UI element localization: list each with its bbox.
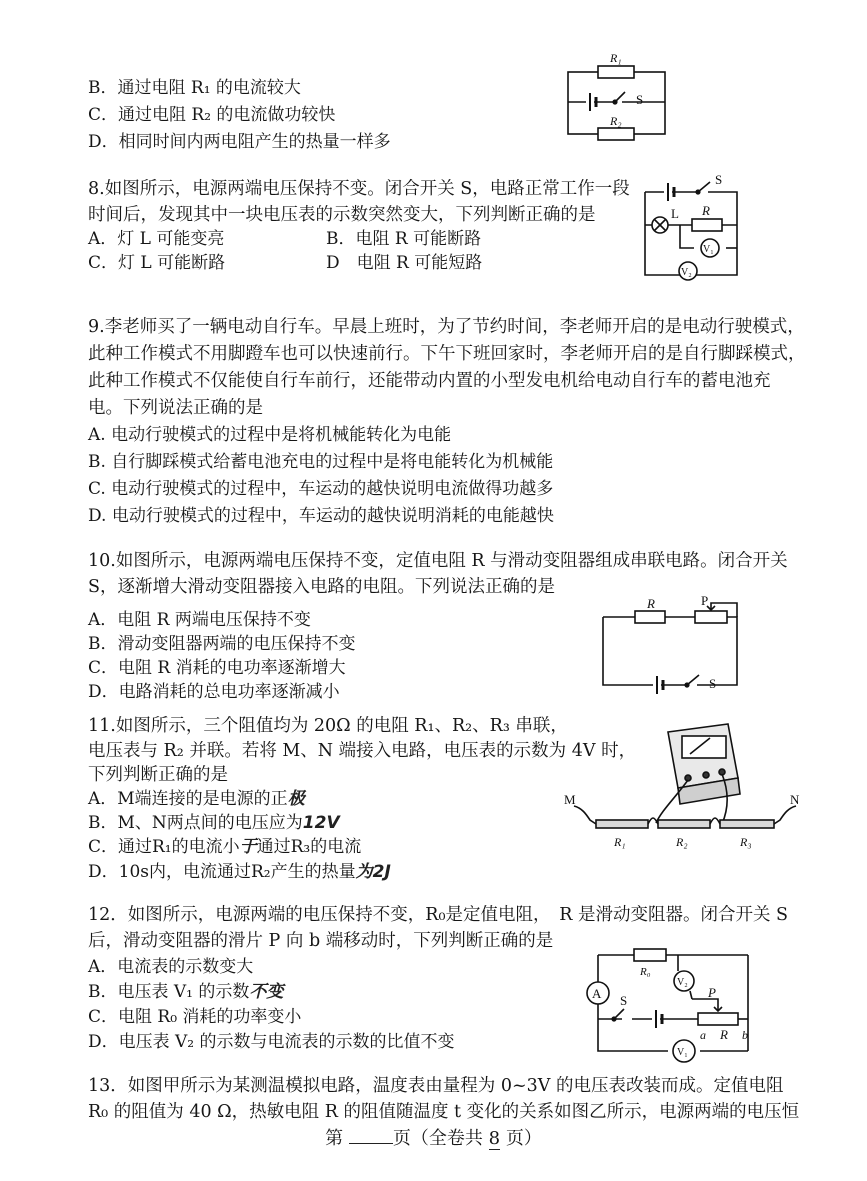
q10-circuit-diagram <box>595 595 745 695</box>
page-footer: 第 页（全卷共 8 页） <box>325 1128 542 1149</box>
q11-option-c: C．通过R₁的电流小于通过R₃的电流 <box>88 837 362 857</box>
q12-end-a-label: a <box>700 1028 706 1042</box>
q12-switch-label: S <box>620 993 628 1008</box>
q10-switch-label: S <box>709 676 717 691</box>
q12-r-label: R <box>720 1027 728 1042</box>
q11-r3-label: R₃ <box>740 835 752 849</box>
q12-option-d: D．电压表 V₂ 的示数与电流表的示数的比值不变 <box>88 1032 455 1052</box>
q11-option-c-handwriting: 于 <box>239 837 257 857</box>
q9-option-d: D. 电动行驶模式的过程中，车运动的越快说明消耗的电能越快 <box>88 506 554 526</box>
q7-r1-label: R₁ <box>610 51 622 65</box>
q12-stem-line2: 后，滑动变阻器的滑片 P 向 b 端移动时，下列判断正确的是 <box>88 931 554 951</box>
q11-n-label: N <box>790 792 800 807</box>
q10-option-d: D．电路消耗的总电功率逐渐减小 <box>88 682 340 702</box>
q12-r0-label: R₀ <box>640 966 651 978</box>
q11-stem-line1: 11.如图所示，三个阻值均为 20Ω 的电阻 R₁、R₂、R₃ 串联， <box>88 716 568 736</box>
q10-p-label: P <box>701 593 709 608</box>
q12-option-b: B．电压表 V₁ 的示数不变 <box>88 982 284 1002</box>
q9-option-c: C. 电动行驶模式的过程中，车运动的越快说明电流做得功越多 <box>88 479 554 499</box>
q8-option-c: C．灯 L 可能断路 <box>88 253 226 273</box>
q7-option-d: D．相同时间内两电阻产生的热量一样多 <box>88 132 391 152</box>
q12-ammeter-label: A <box>592 986 602 1001</box>
q10-option-a: A．电阻 R 两端电压保持不变 <box>88 610 311 630</box>
q10-stem-line1: 10.如图所示，电源两端电压保持不变，定值电阻 R 与滑动变阻器组成串联电路。闭合开关 <box>88 551 788 571</box>
q11-m-label: M <box>564 792 576 807</box>
q12-option-a: A．电流表的示数变大 <box>88 957 254 977</box>
q12-circuit-diagram <box>580 943 760 1068</box>
q12-end-b-label: b <box>742 1028 748 1042</box>
q10-r-label: R <box>647 596 655 611</box>
q11-stem-line2: 电压表与 R₂ 并联。若将 M、N 端接入电路，电压表的示数为 4V 时， <box>88 741 637 761</box>
q8-lamp-label: L <box>671 206 679 221</box>
q8-stem-line1: 8.如图所示，电源两端电压保持不变。闭合开关 S，电路正常工作一段 <box>88 179 630 199</box>
q7-option-b: B．通过电阻 R₁ 的电流较大 <box>88 78 301 98</box>
q9-stem-line4: 电。下列说法正确的是 <box>88 398 263 418</box>
q13-stem-line2: R₀ 的阻值为 40 Ω，热敏电阻 R 的阻值随温度 t 变化的关系如图乙所示，电源两端的电压恒 <box>88 1102 800 1122</box>
q9-option-b: B. 自行脚踩模式给蓄电池充电的过程中是将电能转化为机械能 <box>88 452 554 472</box>
q13-stem-line1: 13．如图甲所示为某测温模拟电路，温度表由量程为 0~3V 的电压表改装而成。定值电阻 <box>88 1076 784 1096</box>
q10-option-c: C．电阻 R 消耗的电功率逐渐增大 <box>88 658 346 678</box>
q12-slider-p-label: P <box>708 985 716 1000</box>
q8-option-a: A．灯 L 可能变亮 <box>88 229 225 249</box>
q12-v1-label: V₁ <box>677 1047 688 1058</box>
q11-stem-line3: 下列判断正确的是 <box>88 765 228 785</box>
q11-option-d: D．10s内，电流通过R₂产生的热量为2J <box>88 862 391 882</box>
q8-switch-label: S <box>715 172 723 187</box>
q11-option-b: B．M、N两点间的电压应为12V <box>88 813 340 833</box>
q8-circuit-diagram <box>640 170 750 285</box>
q9-option-a: A. 电动行驶模式的过程中是将机械能转化为电能 <box>88 425 452 445</box>
q9-stem-line2: 此种工作模式不用脚蹬车也可以快速前行。下午下班回家时，李老师开启的是自行脚踩模式， <box>88 344 806 364</box>
q11-circuit-diagram <box>560 718 810 858</box>
q7-circuit-diagram <box>560 50 675 145</box>
q11-r2-label: R₂ <box>676 835 688 849</box>
q7-r2-label: R₂ <box>610 114 622 128</box>
page-number-blank <box>349 1143 393 1144</box>
q7-switch-label: S <box>636 92 644 107</box>
q8-resistor-label: R <box>702 203 710 218</box>
q9-stem-line1: 9.李老师买了一辆电动自行车。早晨上班时，为了节约时间，李老师开启的是电动行驶模式， <box>88 317 805 337</box>
q12-v2-label: V₂ <box>677 977 688 988</box>
q10-stem-line2: S，逐渐增大滑动变阻器接入电路的电阻。下列说法正确的是 <box>88 577 555 597</box>
q12-option-c: C．电阻 R₀ 消耗的功率变小 <box>88 1007 302 1027</box>
q11-option-a: A．M端连接的是电源的正极 <box>88 789 305 809</box>
q8-v1-label: V₁ <box>703 244 714 255</box>
total-pages: 8 <box>488 1128 501 1149</box>
q7-option-c: C．通过电阻 R₂ 的电流做功较快 <box>88 105 336 125</box>
q10-option-b: B．滑动变阻器两端的电压保持不变 <box>88 634 356 654</box>
q8-v2-label: V₂ <box>681 267 692 278</box>
q11-option-a-handwriting: 极 <box>287 789 305 809</box>
q8-option-b: B．电阻 R 可能断路 <box>326 229 482 249</box>
q8-option-d: D 电阻 R 可能短路 <box>326 253 483 273</box>
q11-option-d-handwriting: 为2J <box>355 862 391 882</box>
q12-stem-line1: 12．如图所示，电源两端的电压保持不变，R₀是定值电阻， R 是滑动变阻器。闭合开关 S <box>88 905 788 925</box>
q12-option-b-handwriting: 不变 <box>249 982 284 1002</box>
q11-r1-label: R₁ <box>614 835 626 849</box>
q8-stem-line2: 时间后，发现其中一块电压表的示数突然变大，下列判断正确的是 <box>88 205 596 225</box>
q9-stem-line3: 此种工作模式不仅能使自行车前行，还能带动内置的小型发电机给电动自行车的蓄电池充 <box>88 371 771 391</box>
q11-option-b-handwriting: 12V <box>302 813 340 833</box>
